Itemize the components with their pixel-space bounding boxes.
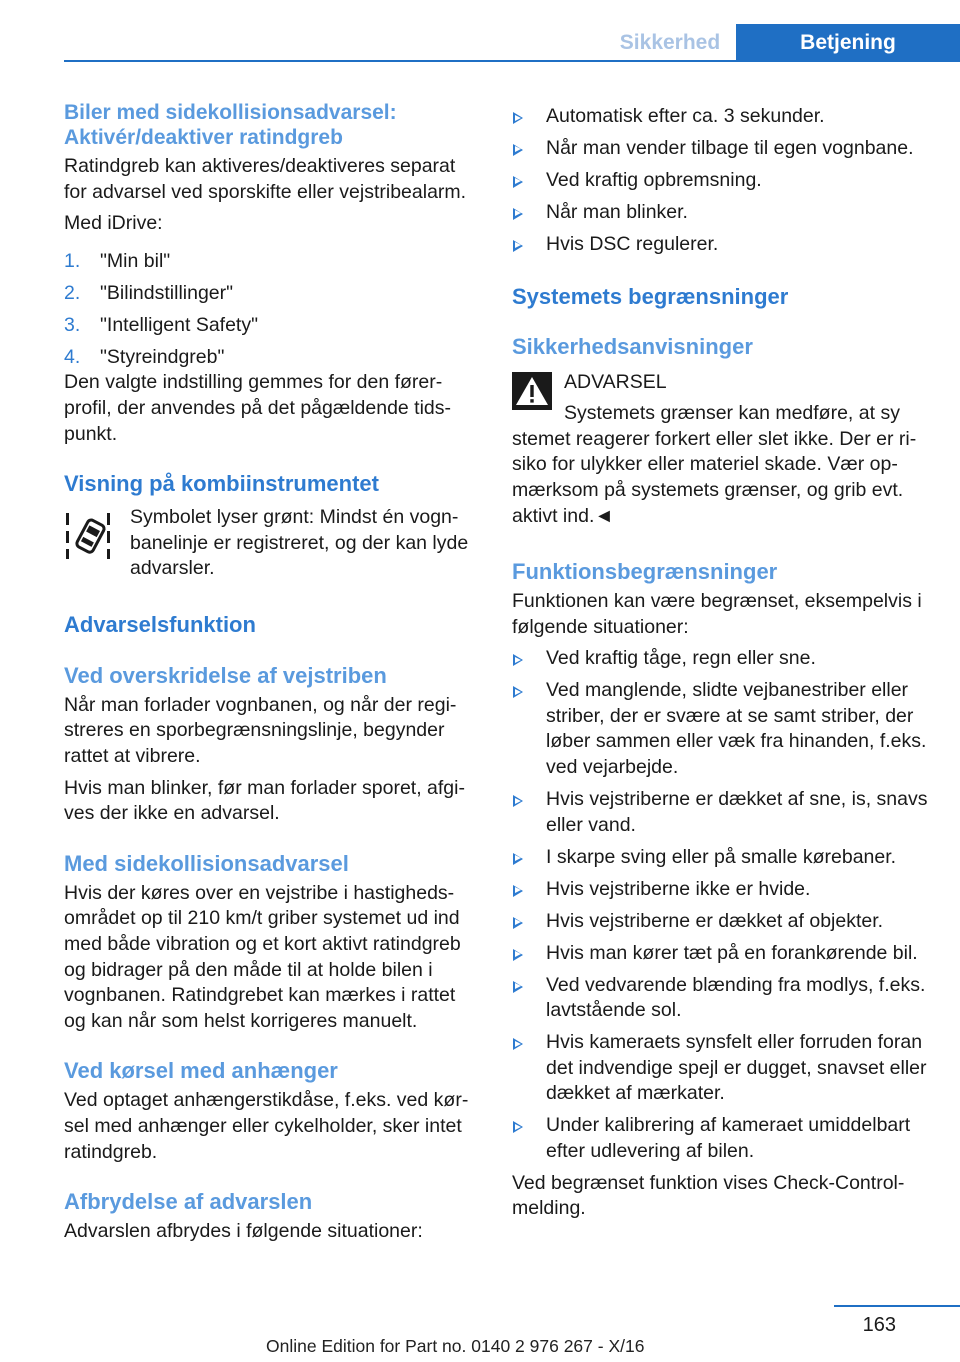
triangle-bullet-icon bbox=[514, 176, 524, 188]
list-item: Hvis vejstriberne ikke er hvide. bbox=[512, 877, 932, 903]
paragraph-cancel-warning: Advarslen afbrydes i følgende situationer: bbox=[64, 1220, 423, 1243]
paragraph-toggle-info: Ratindgreb kan aktiveres/deaktiveres separat for advarsel ved sporskifte eller vejstribealarm. bbox=[64, 155, 467, 203]
heading-side-collision: Med sidekollisionsadvarsel bbox=[64, 850, 349, 876]
tab-sikkerhed[interactable]: Sikkerhed bbox=[619, 31, 721, 54]
list-item: Automatisk efter ca. 3 sekunder. bbox=[512, 104, 932, 130]
triangle-bullet-icon bbox=[514, 1121, 524, 1133]
step-item: 4. "Styreindgreb" bbox=[64, 345, 225, 368]
triangle-bullet-icon bbox=[514, 240, 524, 252]
list-item: Under kalibrering af kameraet umiddelbart efter udlevering af bilen. bbox=[512, 1113, 932, 1164]
triangle-bullet-icon bbox=[514, 654, 524, 666]
list-item: Hvis DSC regulerer. bbox=[512, 232, 932, 258]
footer-rule bbox=[834, 1305, 960, 1307]
paragraph-idrive: Med iDrive: bbox=[64, 212, 163, 235]
paragraph-saved-profile: Den valgte indstilling gemmes for den førerprofil, der anvendes på det pågældende tidspunkt. bbox=[64, 371, 452, 445]
list-item: Ved manglende, slidte vejbanestriber eller striber, der er svære at se samt striber, der løber sammen eller væk fra hinanden, f.eks. ved vejarbejde. bbox=[512, 678, 932, 780]
list-item: Ved kraftig tåge, regn eller sne. bbox=[512, 646, 932, 672]
triangle-bullet-icon bbox=[514, 144, 524, 156]
triangle-bullet-icon bbox=[514, 1038, 524, 1050]
paragraph-trailer: Ved optaget anhængerstikdåse, f.eks. ved kørsel med anhænger eller cykelholder, sker intet ratindgreb. bbox=[64, 1089, 469, 1163]
heading-system-limits: Systemets begrænsninger bbox=[512, 283, 789, 309]
paragraph-side-collision: Hvis der køres over en vejstribe i hastighedsområdet op til 210 km/t griber systemet ud ind med både vibration og et kort aktivt ratindgreb og bidrager på den måde til at holde bilen i vognbanen. Ratindgrebet kan mærkes i rattet og kan når som helst korrigeres manuelt. bbox=[64, 881, 461, 1032]
limit-situations-list bbox=[512, 646, 932, 1164]
paragraph-overshoot-1: Når man forlader vognbanen, og når der registreres en sporbegrænsningslinje, begynder rattet at vibrere. bbox=[64, 693, 457, 768]
heading-cancel-warning: Afbrydelse af advarslen bbox=[64, 1189, 313, 1215]
list-item: Ved vedvarende blænding fra modlys, f.eks. lavtstående sol. bbox=[512, 973, 932, 1024]
list-item: Hvis vejstriberne er dækket af objekter. bbox=[512, 909, 932, 935]
step-item: 1. "Min bil" bbox=[64, 249, 171, 272]
triangle-bullet-icon bbox=[514, 949, 524, 961]
footer-edition: Online Edition for Part no. 0140 2 976 267 - X/16 bbox=[266, 1336, 645, 1356]
heading-warning-function: Advarselsfunktion bbox=[64, 611, 256, 637]
warning-title: ADVARSEL bbox=[564, 370, 667, 393]
list-item: Når man blinker. bbox=[512, 200, 932, 226]
triangle-bullet-icon bbox=[514, 853, 524, 865]
triangle-bullet-icon bbox=[514, 885, 524, 897]
idrive-steps bbox=[64, 249, 480, 371]
tab-betjening[interactable]: Betjening bbox=[736, 24, 960, 62]
heading-safety-notes: Sikkerhedsanvisninger bbox=[512, 333, 753, 359]
triangle-bullet-icon bbox=[514, 208, 524, 220]
paragraph-symbol: Symbolet lyser grønt: Mindst én vognbanelinje er registreret, og der kan lyde advarsler. bbox=[130, 506, 469, 580]
heading-function-limits: Funktionsbegrænsninger bbox=[512, 559, 778, 585]
warning-text: stemet reagerer forkert eller slet ikke. Der er risiko for ulykker eller materiel skade. Vær opmærksom på systemets grænser, og grib evt. aktivt ind.◄ bbox=[512, 427, 917, 527]
header-rule bbox=[64, 60, 960, 62]
left-column bbox=[64, 100, 480, 1245]
list-item: Hvis man kører tæt på en forankørende bil. bbox=[512, 941, 932, 967]
warning-triangle-icon bbox=[512, 372, 552, 410]
triangle-bullet-icon bbox=[514, 112, 524, 124]
list-item: I skarpe sving eller på smalle kørebaner. bbox=[512, 845, 932, 871]
list-item: Hvis vejstriberne er dækket af sne, is, snavs eller vand. bbox=[512, 787, 932, 838]
paragraph-function-limits: Funktionen kan være begrænset, eksempelvis i følgende situationer: bbox=[512, 590, 922, 638]
list-item: Når man vender tilbage til egen vognbane. bbox=[512, 136, 932, 162]
list-item: Hvis kameraets synsfelt eller forruden foran det indvendige spejl er dugget, snavset eller dækket af mærkater. bbox=[512, 1030, 932, 1107]
warning-text-first-line: Systemets grænser kan medføre, at sy bbox=[564, 402, 900, 425]
list-item: Ved kraftig opbremsning. bbox=[512, 168, 932, 194]
triangle-bullet-icon bbox=[514, 917, 524, 929]
symbol-block bbox=[64, 505, 480, 582]
paragraph-overshoot-2: Hvis man blinker, før man forlader sporet, afgives der ikke en advarsel. bbox=[64, 776, 465, 825]
heading-trailer: Ved kørsel med anhænger bbox=[64, 1058, 338, 1084]
page-number: 163 bbox=[862, 1314, 896, 1336]
cancel-situations-list bbox=[512, 104, 932, 258]
heading-display: Visning på kombiinstrumentet bbox=[64, 471, 379, 497]
right-column bbox=[512, 104, 932, 1222]
heading-side-collision-toggle: Biler med sidekollisionsadvarsel: Aktivér/deaktiver ratindgreb bbox=[64, 101, 397, 149]
triangle-bullet-icon bbox=[514, 981, 524, 993]
step-item: 3. "Intelligent Safety" bbox=[64, 313, 259, 336]
triangle-bullet-icon bbox=[514, 795, 524, 807]
step-item: 2. "Bilindstillinger" bbox=[64, 281, 234, 304]
heading-lane-overshoot: Ved overskridelse af vejstriben bbox=[64, 662, 387, 688]
triangle-bullet-icon bbox=[514, 686, 524, 698]
lane-departure-icon bbox=[64, 507, 112, 561]
warning-block bbox=[512, 370, 932, 530]
paragraph-check-control: Ved begrænset funktion vises Check-Control-melding. bbox=[512, 1171, 905, 1220]
